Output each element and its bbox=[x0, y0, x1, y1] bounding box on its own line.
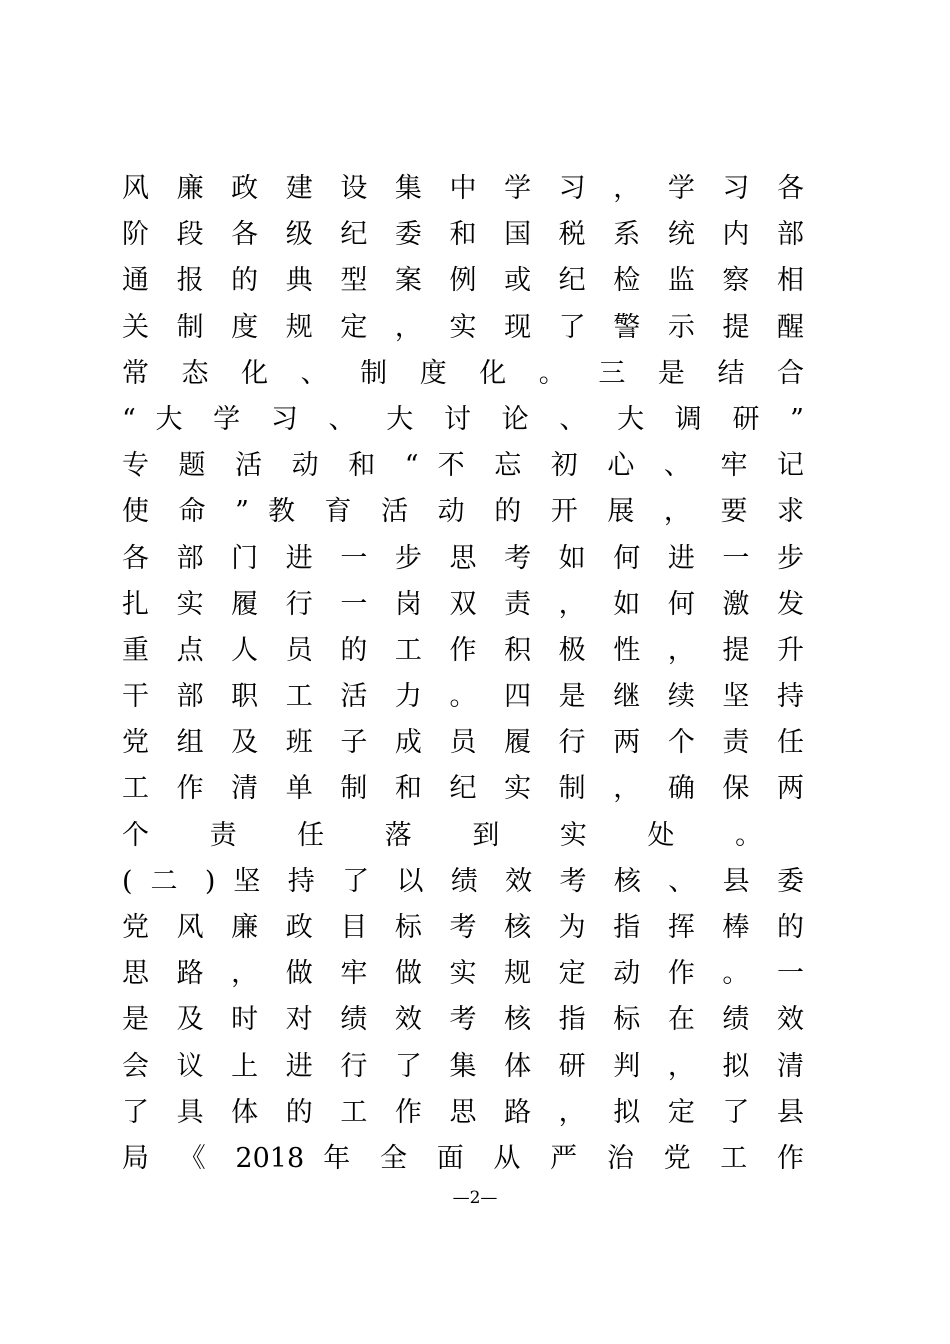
text-line: 党 风 廉 政 目 标 考 核 为 指 挥 棒 的 bbox=[122, 912, 804, 943]
text-line: 使 命 ” 教 育 活 动 的 开 展 ， 要 求 bbox=[122, 496, 804, 528]
text-line: 常 态 化 、 制 度 化 。 三 是 结 合 bbox=[122, 357, 804, 389]
text-line: 通 报 的 典 型 案 例 或 纪 检 监 察 相 bbox=[122, 265, 804, 297]
text-line: 专 题 活 动 和 “ 不 忘 初 心 、 牢 记 bbox=[122, 450, 804, 482]
text-line: 会 议 上 进 行 了 集 体 研 判 ， 拟 清 bbox=[122, 1050, 804, 1082]
text-line: 局 《 2018 年 全 面 从 严 治 党 工 作 bbox=[122, 1142, 804, 1174]
text-line: “ 大 学 习 、 大 讨 论 、 大 调 研 ” bbox=[122, 403, 804, 435]
text-line: 工 作 清 单 制 和 纪 实 制 ， 确 保 两 bbox=[122, 773, 804, 805]
text-line: 了 具 体 的 工 作 思 路 ， 拟 定 了 县 bbox=[122, 1096, 804, 1128]
text-line: 思 路 ， 做 牢 做 实 规 定 动 作 。 一 bbox=[122, 958, 804, 990]
page-number: —2— bbox=[452, 1188, 498, 1208]
text-line: 阶 段 各 级 纪 委 和 国 税 系 统 内 部 bbox=[122, 219, 804, 251]
text-line: 重 点 人 员 的 工 作 积 极 性 ， 提 升 bbox=[122, 634, 804, 666]
body-text bbox=[122, 166, 804, 1182]
text-line: 党 组 及 班 子 成 员 履 行 两 个 责 任 bbox=[122, 727, 804, 759]
text-line: 干 部 职 工 活 力 。 四 是 继 续 坚 持 bbox=[122, 681, 804, 713]
text-line-paragraph-end: 个 责 任 落 到 实 处 。 bbox=[122, 819, 789, 851]
text-line: 关 制 度 规 定 ， 实 现 了 警 示 提 醒 bbox=[122, 311, 804, 343]
text-line: 扎 实 履 行 一 岗 双 责 ， 如 何 激 发 bbox=[122, 588, 804, 620]
text-line: 是 及 时 对 绩 效 考 核 指 标 在 绩 效 bbox=[122, 1004, 804, 1036]
text-line: 各 部 门 进 一 步 思 考 如 何 进 一 步 bbox=[122, 542, 804, 574]
text-line: 风 廉 政 建 设 集 中 学 习 ， 学 习 各 bbox=[122, 173, 804, 204]
text-line: ( 二 ) 坚 持 了 以 绩 效 考 核 、 县 委 bbox=[122, 865, 804, 897]
